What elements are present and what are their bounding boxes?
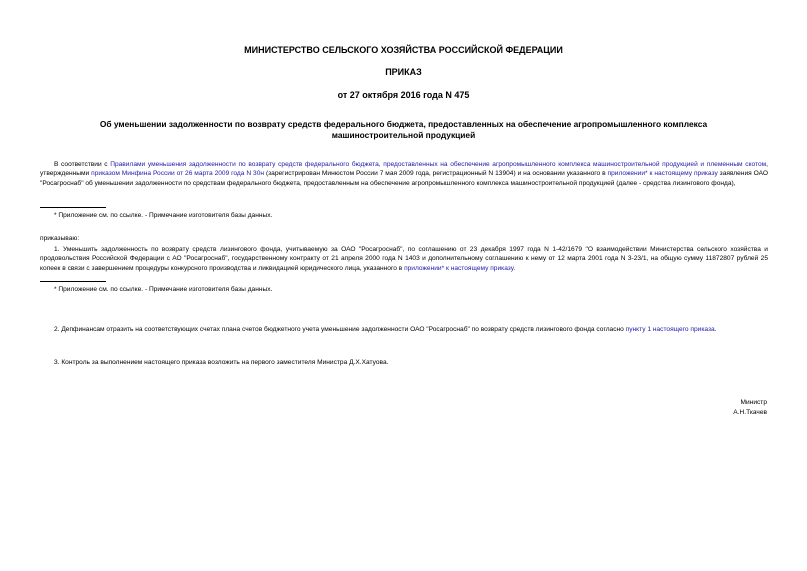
document-title: Об уменьшении задолженности по возврату средств федерального бюджета, предоставленных на обеспечение агропромышленного комплекса машиностроительной продукцией [99,119,708,140]
order-word: приказываю: [40,235,80,242]
order-item-1 [40,245,768,273]
preamble-text-4: заявления ОАО "Росагроснаб" об уменьшении задолженности по средствам федерального бюджета, предоставленным на обеспечение агропромышленного комплекса машиностроительной продукцией (далее - средства лизингового фонда), [40,170,768,187]
order-item-3: 3. Контроль за выполнением настоящего приказа возложить на первого заместителя Министра Д.Х.Хатуова. [54,359,389,366]
rules-link[interactable]: Правилами уменьшения задолженности по возврату средств федерального бюджета, предоставленных на обеспечение агропромышленного комплекса машиностроительной продукцией и племенным скотом [110,161,767,168]
appendix-link[interactable]: приложении* к настоящему приказу [607,170,718,178]
preamble-text-1: В соответствии с [54,161,111,168]
item2-point1-link[interactable]: пункту 1 настоящего приказа [625,326,715,333]
ministry-name: МИНИСТЕРСТВО СЕЛЬСКОГО ХОЗЯЙСТВА РОССИЙСКОЙ ФЕДЕРАЦИИ [244,45,563,55]
item1-appendix-link[interactable]: приложении* к настоящему приказу [404,264,514,272]
order-item-2 [40,325,768,334]
item1-text-2: . [513,264,516,272]
preamble-text-3: (зарегистрирован Минюстом России 7 мая 2009 года, регистрационный N 13904) и на основании указанного в [264,170,608,178]
item1-text-1: 1. Уменьшить задолженность по возврату средств лизингового фонда, учитываемую за ОАО "Росагроснаб", по соглашению от 23 декабря 1997 года N 1-42/1679 "О взаимодействии Министерства сельского хозяйства и продовольствия Российской Федерации с АО "Росагроснаб", государственному контракту от 21 апреля 2000 года N 1403 и дополнительному соглашению к нему от 12 марта 2001 года N 3-23/1, на общую сумму 11872807 рублей 25 копеек в связи с завершением процедуры конкурсного производства и ликвидацией юридического лица, указанного в [40,246,768,272]
footnote-divider [40,207,106,208]
preamble-paragraph [40,160,768,188]
footnote-2: * Приложение см. по ссылке. - Примечание изготовителя базы данных. [54,286,273,293]
footnote-divider-2 [40,281,106,282]
footnote-1: * Приложение см. по ссылке. - Примечание изготовителя базы данных. [54,212,273,219]
preamble-text-2: , утвержденными [40,161,769,178]
item2-text-1: 2. Депфинансам отразить на соответствующих счетах плана счетов бюджетного учета уменьшение задолженности ОАО "Росагроснаб" по возврату средств лизингового фонда согласно [54,326,626,333]
minfin-order-link[interactable]: приказом Минфина России от 26 марта 2009 года N 30н [91,170,265,178]
document-type: ПРИКАЗ [385,67,422,77]
signature-position: Министр [740,399,767,406]
signature-name: А.Н.Ткачев [733,409,767,416]
item2-text-2: . [714,326,717,333]
document-date-number: от 27 октября 2016 года N 475 [337,90,470,100]
